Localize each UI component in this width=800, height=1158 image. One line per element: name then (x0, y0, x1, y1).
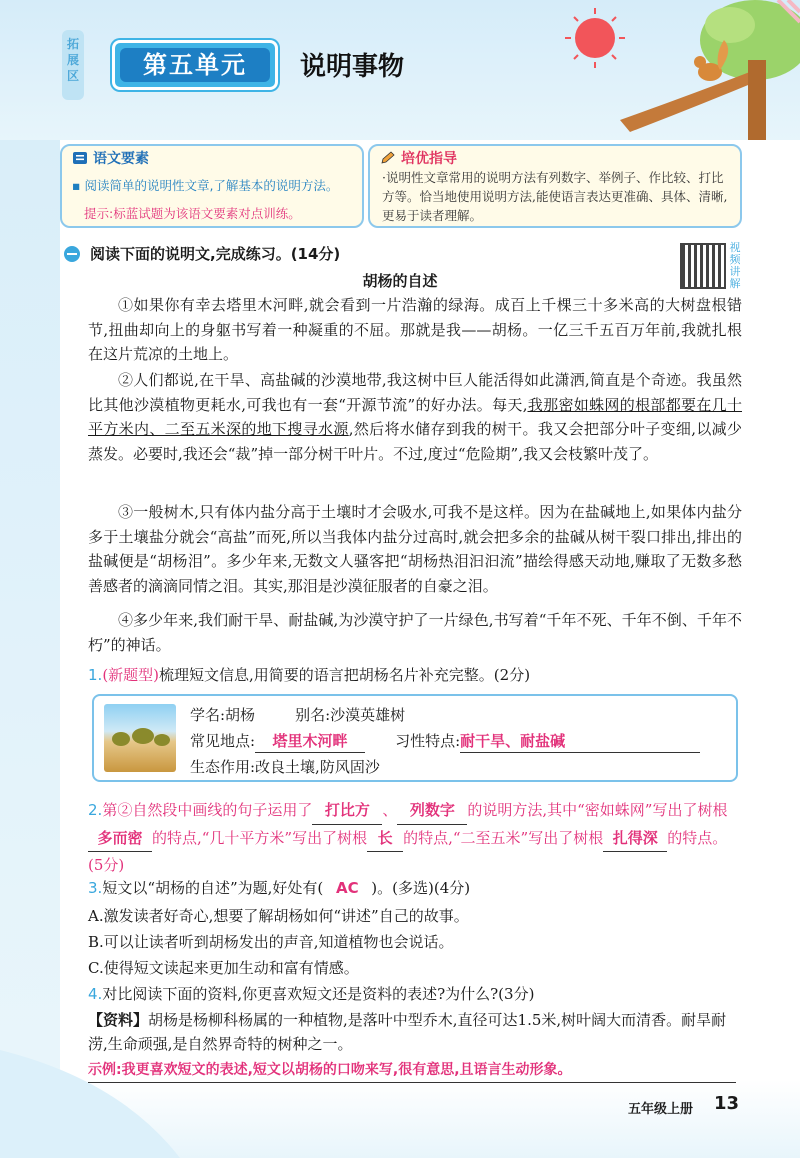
q3-answer[interactable]: AC (335, 879, 359, 897)
card-row-3 (190, 756, 380, 778)
q4-material-label: 【资料】 (88, 1011, 149, 1029)
q3-option-a: A.激发读者好奇心,想要了解胡杨如何“讲述”自己的故事。 (88, 907, 469, 925)
guidance-title-row (380, 148, 457, 168)
pencil-icon (380, 151, 396, 165)
card-habit-blank[interactable] (460, 730, 700, 753)
q4-number: 4. (88, 985, 103, 1003)
sun-tree-squirrel-illustration (520, 0, 800, 140)
desert-tree-image (104, 704, 176, 772)
bullet-icon: ▪ (72, 178, 85, 193)
q2-text-5: 的特点。(5分) (88, 828, 728, 874)
unit-badge (112, 40, 278, 90)
unit-label: 第五单元 (120, 48, 270, 82)
p2-text-b: ,然后将水储存到我的树干。我又会把部分叶子变细,以减少蒸发。必要时,我还会“裁”掉一部分树干叶片。不过,度过“危险期”,我又会枝繁叶茂了。 (88, 420, 742, 463)
q2-text-3: 的特点,“几十平方米”写出了树根 (152, 828, 368, 847)
card-location-label: 常见地点: (190, 732, 256, 750)
q4-answer-line (88, 1058, 742, 1083)
q4-material (88, 1008, 742, 1056)
q4-text: 对比阅读下面的资料,你更喜欢短文还是资料的表述?为什么?(3分) (102, 985, 535, 1003)
requirements-title-row (72, 148, 149, 168)
sun-icon (565, 8, 625, 68)
section-title: 阅读下面的说明文,完成练习。(14分) (90, 245, 341, 263)
requirements-hint: 提示:标蓝试题为该语文要素对点训练。 (84, 206, 301, 221)
article-paragraph-4: ④多少年来,我们耐干旱、耐盐碱,为沙漠守护了一片绿色,书写着“千年不死、千年不倒、千年不朽”的神话。 (88, 611, 742, 654)
q2-text-1: 第②自然段中画线的句子运用了 (102, 801, 313, 819)
q2-text-2: 的说明方法,其中“密如蛛网”写出了树根 (467, 801, 728, 819)
q2-answer-2[interactable]: 列数字 (397, 797, 467, 825)
card-location-answer[interactable]: 塔里木河畔 (255, 730, 365, 753)
side-tag: 拓展区 (62, 30, 84, 100)
question-3 (88, 876, 742, 900)
card-habit-label: 习性特点: (395, 732, 461, 750)
q2-answer-5[interactable]: 扎得深 (603, 825, 667, 853)
q1-text: 梳理短文信息,用简要的语言把胡杨名片补充完整。(2分) (159, 666, 531, 684)
tree-blob (154, 734, 170, 746)
guidance-title: 培优指导 (401, 151, 457, 167)
article-title: 胡杨的自述 (362, 272, 438, 290)
q3-text-1: 短文以“胡杨的自述”为题,好处有( (102, 879, 324, 897)
q3-option-b: B.可以让读者听到胡杨发出的声音,知道植物也会说话。 (88, 933, 454, 951)
q1-new-type-tag: (新题型) (102, 666, 160, 684)
p2-underlined-sentence: 我那密如蛛网的根部都要在几十平方米内、二至五米深的地下搜寻水源 (88, 395, 742, 438)
tree-blob (112, 732, 130, 746)
article-paragraph-1: ①如果你有幸去塔里木河畔,就会看到一片浩瀚的绿海。成百上千棵三十多米高的大树盘根错节,扭曲却向上的身躯书写着一种凝重的不屈。那就是我——胡杨。一亿三千五百万年前,我就扎根在这片荒凉的土地上。 (88, 296, 742, 363)
requirements-title: 语文要素 (93, 151, 149, 167)
q2-sep: 、 (382, 801, 398, 819)
q3-option-c: C.使得短文读起来更加生动和富有情感。 (88, 959, 359, 977)
q2-text-4: 的特点,“二至五米”写出了树根 (403, 828, 604, 847)
card-habit-answer: 耐干旱、耐盐碱 (460, 732, 566, 750)
requirements-box (60, 144, 364, 228)
q3-text-2: )。(多选)(4分) (371, 879, 471, 897)
guidance-box (368, 144, 742, 228)
article-paragraph-2 (88, 368, 742, 466)
article-paragraph-3: ③一般树木,只有体内盐分高于土壤时才会吸水,可我不是这样。因为在盐碱地上,如果体内盐分多于土壤盐分就会“高盐”而死,所以当我体内盐分过高时,就会把多余的盐碱从树干裂口排出,排出的盐碱便是“胡杨泪”。多少年来,无数文人骚客把“胡杨热泪汩汩流”描绘得感天动地,赚取了无数多愁善感者的滴滴同情之泪。其实,那泪是沙漠征服者的自豪之泪。 (88, 503, 742, 595)
q4-answer[interactable]: 示例:我更喜欢短文的表述,短文以胡杨的口吻来写,很有意思,且语言生动形象。 (88, 1058, 736, 1083)
page-number: 13 (714, 1093, 740, 1114)
card-row-1 (190, 704, 405, 726)
card-alias: 别名:沙漠英雄树 (295, 706, 406, 724)
requirements-item-row (72, 176, 338, 194)
tree-blob (132, 728, 154, 744)
q4-material-text: 胡杨是杨柳科杨属的一种植物,是落叶中型乔木,直径可达1.5米,树叶阔大而清香。耐旱耐涝,生命顽强,是自然界奇特的树种之一。 (88, 1011, 727, 1053)
left-edge-strip (0, 140, 60, 1158)
huyang-name-card (92, 694, 738, 782)
guidance-text: ·说明性文章常用的说明方法有列数字、举例子、作比较、打比方等。恰当地使用说明方法,能使语言表达更准确、具体、清晰,更易于读者理解。 (382, 170, 728, 223)
question-2 (88, 797, 742, 879)
card-sci-name: 学名:胡杨 (190, 706, 256, 724)
q3-number: 3. (88, 879, 103, 897)
question-4 (88, 982, 742, 1006)
question-1 (88, 663, 742, 687)
q2-answer-3[interactable]: 多而密 (88, 825, 152, 853)
grade-label: 五年级上册 (628, 1102, 694, 1117)
section-number-icon (64, 246, 80, 262)
p2-text-a: ②人们都说,在干旱、高盐碱的沙漠地带,我这树中巨人能活得如此潇洒,简直是个奇迹。我虽然比其他沙漠植物更耗水,可我也有一套“开源节流”的好办法。每天, (88, 371, 742, 414)
card-row-2 (190, 730, 700, 753)
q2-answer-4[interactable]: 长 (367, 825, 403, 853)
card-ecology: 生态作用:改良土壤,防风固沙 (190, 758, 380, 776)
q2-answer-1[interactable]: 打比方 (312, 797, 382, 825)
book-icon (72, 151, 88, 165)
unit-title: 说明事物 (300, 52, 405, 82)
q2-number: 2. (88, 801, 103, 819)
requirements-item: 阅读简单的说明性文章,了解基本的说明方法。 (84, 178, 339, 193)
q1-number: 1. (88, 666, 103, 684)
video-explain-label[interactable]: 视频讲解 (729, 241, 741, 290)
